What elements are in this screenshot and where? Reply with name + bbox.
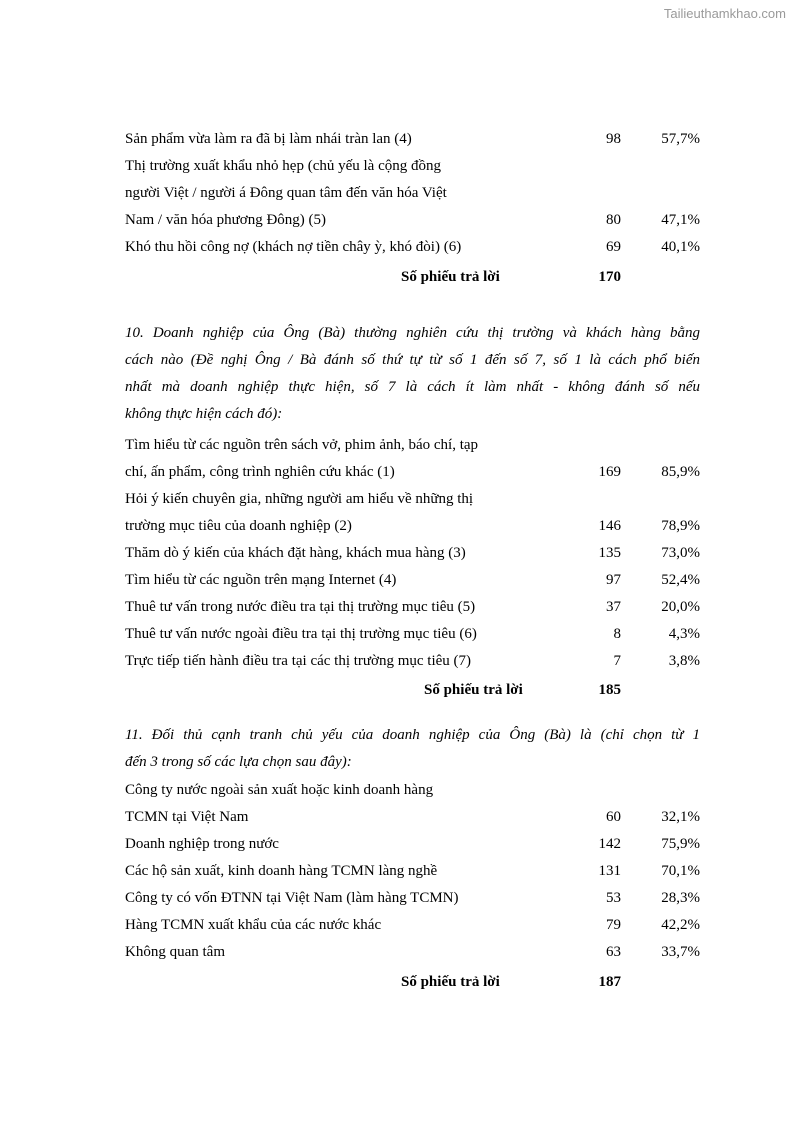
- question-line: 10. Doanh nghiệp của Ông (Bà) thường nghiên cứu thị trường và khách hàng bằng: [125, 325, 700, 341]
- question-line: 11. Đối thủ cạnh tranh chủ yếu của doanh nghiệp của Ông (Bà) là (chỉ chọn từ 1: [125, 727, 700, 743]
- table-row: [125, 234, 700, 261]
- total-row: [125, 675, 700, 705]
- table-row: [125, 621, 700, 648]
- row-label: Nam / văn hóa phương Đông) (5): [125, 212, 327, 228]
- row-percent: 78,9%: [661, 518, 700, 534]
- row-percent: 28,3%: [661, 890, 700, 906]
- total-value: 187: [598, 974, 621, 990]
- total-label: Số phiếu trả lời: [401, 974, 500, 990]
- row-percent: 73,0%: [661, 545, 700, 561]
- total-value: 170: [598, 269, 621, 285]
- row-label: Sản phẩm vừa làm ra đã bị làm nhái tràn lan (4): [125, 131, 412, 147]
- row-label: Tìm hiểu từ các nguồn trên sách vở, phim ảnh, báo chí, tạp: [125, 437, 479, 453]
- row-count: 97: [606, 572, 621, 588]
- table-row: [125, 567, 700, 594]
- table-row: [125, 432, 700, 459]
- total-value: 185: [598, 682, 621, 698]
- row-percent: 20,0%: [661, 599, 700, 615]
- row-count: 135: [598, 545, 621, 561]
- section-9-table: [125, 126, 700, 293]
- row-label: người Việt / người á Đông quan tâm đến văn hóa Việt: [125, 185, 447, 201]
- section-10-table: [125, 432, 700, 705]
- question-11: [125, 722, 700, 776]
- row-label: chí, ấn phẩm, công trình nghiên cứu khác (1): [125, 464, 395, 480]
- row-percent: 40,1%: [661, 239, 700, 255]
- table-row: [125, 126, 700, 153]
- table-row: [125, 180, 700, 207]
- row-label: Tìm hiểu từ các nguồn trên mạng Internet (4): [125, 572, 397, 588]
- total-row: [125, 261, 700, 293]
- question-line: đến 3 trong số các lựa chọn sau đây):: [125, 754, 352, 770]
- row-count: 98: [606, 131, 621, 147]
- question-line: không thực hiện cách đó):: [125, 406, 283, 422]
- row-percent: 3,8%: [668, 653, 700, 669]
- row-count: 7: [613, 653, 621, 669]
- row-label: Thuê tư vấn trong nước điều tra tại thị trường mục tiêu (5): [125, 599, 476, 615]
- total-row: [125, 966, 700, 998]
- row-percent: 70,1%: [661, 863, 700, 879]
- row-percent: 42,2%: [661, 917, 700, 933]
- table-row: [125, 540, 700, 567]
- row-count: 131: [598, 863, 621, 879]
- row-label: Thăm dò ý kiến của khách đặt hàng, khách mua hàng (3): [125, 545, 466, 561]
- row-count: 80: [606, 212, 621, 228]
- row-label: Các hộ sản xuất, kinh doanh hàng TCMN làng nghề: [125, 863, 438, 879]
- row-label: Doanh nghiệp trong nước: [125, 836, 279, 852]
- row-count: 169: [598, 464, 621, 480]
- row-percent: 32,1%: [661, 809, 700, 825]
- section-11-table: [125, 777, 700, 998]
- row-count: 63: [606, 944, 621, 960]
- row-label: Khó thu hồi công nợ (khách nợ tiền chây ỳ, khó đòi) (6): [125, 239, 462, 255]
- row-label: Hàng TCMN xuất khẩu của các nước khác: [125, 917, 382, 933]
- row-percent: 85,9%: [661, 464, 700, 480]
- table-row: [125, 939, 700, 966]
- watermark: Tailieuthamkhao.com: [663, 6, 786, 21]
- table-row: [125, 885, 700, 912]
- table-row: [125, 804, 700, 831]
- row-label: Thuê tư vấn nước ngoài điều tra tại thị trường mục tiêu (6): [125, 626, 477, 642]
- table-row: [125, 486, 700, 513]
- row-label: trường mục tiêu của doanh nghiệp (2): [125, 518, 352, 534]
- row-count: 53: [606, 890, 621, 906]
- total-label: Số phiếu trả lời: [424, 682, 523, 698]
- table-row: [125, 912, 700, 939]
- table-row: [125, 777, 700, 804]
- row-count: 60: [606, 809, 621, 825]
- row-label: Hỏi ý kiến chuyên gia, những người am hiểu về những thị: [125, 491, 474, 507]
- row-percent: 57,7%: [661, 131, 700, 147]
- row-count: 146: [598, 518, 621, 534]
- table-row: [125, 513, 700, 540]
- row-percent: 75,9%: [661, 836, 700, 852]
- row-label: Thị trường xuất khẩu nhỏ hẹp (chủ yếu là cộng đồng: [125, 158, 441, 174]
- row-count: 69: [606, 239, 621, 255]
- table-row: [125, 207, 700, 234]
- row-count: 37: [606, 599, 621, 615]
- row-percent: 47,1%: [661, 212, 700, 228]
- table-row: [125, 858, 700, 885]
- question-line: nhất mà doanh nghiệp thực hiện, số 7 là cách ít làm nhất - không đánh số nếu: [125, 379, 700, 395]
- row-label: Trực tiếp tiến hành điều tra tại các thị trường mục tiêu (7): [125, 653, 472, 669]
- row-count: 142: [598, 836, 621, 852]
- question-line: cách nào (Đề nghị Ông / Bà đánh số thứ tự từ số 1 đến số 7, số 1 là cách phổ biến: [125, 352, 700, 368]
- row-count: 79: [606, 917, 621, 933]
- row-label: Công ty nước ngoài sản xuất hoặc kinh doanh hàng: [125, 782, 434, 798]
- row-label: Không quan tâm: [125, 944, 225, 960]
- table-row: [125, 459, 700, 486]
- table-row: [125, 648, 700, 675]
- table-row: [125, 153, 700, 180]
- row-label: Công ty có vốn ĐTNN tại Việt Nam (làm hàng TCMN): [125, 890, 459, 906]
- row-percent: 33,7%: [661, 944, 700, 960]
- table-row: [125, 594, 700, 621]
- row-percent: 4,3%: [668, 626, 700, 642]
- table-row: [125, 831, 700, 858]
- total-label: Số phiếu trả lời: [401, 269, 500, 285]
- row-percent: 52,4%: [661, 572, 700, 588]
- row-label: TCMN tại Việt Nam: [125, 809, 249, 825]
- row-count: 8: [613, 626, 621, 642]
- question-10: [125, 320, 700, 428]
